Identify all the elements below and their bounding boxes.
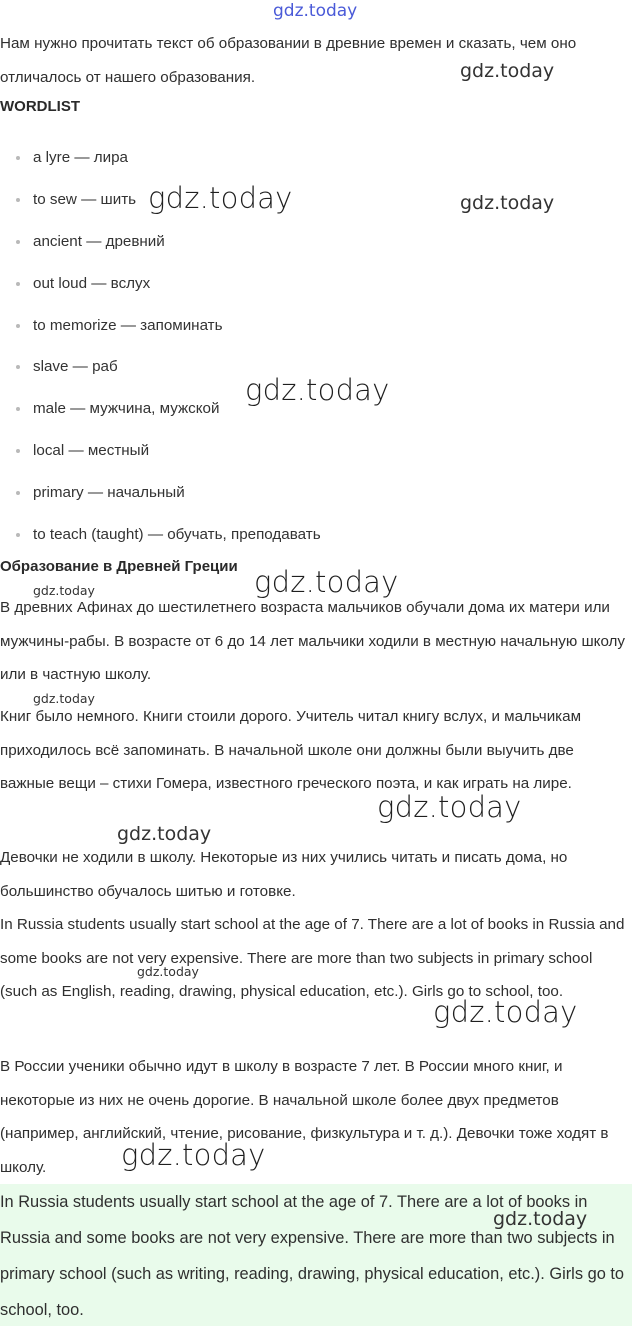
- bullet-icon: [16, 282, 20, 286]
- watermark: gdz.today: [33, 583, 95, 598]
- paragraph-russian-translation: В России ученики обычно идут в школу в возрасте 7 лет. В России много книг, и некоторые из них не очень дорогие. В начальной школе более двух предметов (например, английский, чтение, рисование, физкультура и т. д.). Девочки тоже ходят в школу.: [0, 1058, 609, 1176]
- section-title: Образование в Древней Греции: [0, 558, 238, 575]
- answer-text: In Russia students usually start school at the age of 7. There are a lot of books in Russia and some books are not very expensive. There are more than two subjects in primary school (such as writing, reading, drawing, physical education, etc.). Girls go to school, too.: [0, 1193, 625, 1319]
- watermark: gdz.today: [117, 823, 212, 845]
- paragraph-english-answer: In Russia students usually start school at the age of 7. There are a lot of books in Russia and some books are not very expensive. There are more than two subjects in primary school (such as English, reading, drawing, physical education, etc.). Girls go to school, too.: [0, 916, 625, 1000]
- paragraph-girls: Девочки не ходили в школу. Некоторые из них учились читать и писать дома, но большинство обучалось шитью и готовке.: [0, 849, 568, 900]
- paragraph-books: Книг было немного. Книги стоили дорого. Учитель читал книгу вслух, и мальчикам приходилось всё запоминать. В начальной школе они должны были выучить две важные вещи – стихи Гомера, известного греческого поэта, и как играть на лире.: [0, 708, 582, 792]
- word-entry: male — мужчина, мужской: [33, 400, 220, 418]
- list-item: [0, 308, 321, 350]
- watermark: gdz.today: [254, 565, 399, 599]
- word-entry: to sew — шить: [33, 190, 137, 208]
- list-item: [0, 140, 321, 182]
- bullet-icon: [16, 449, 20, 453]
- watermark: gdz.today: [137, 964, 199, 979]
- word-entry: primary — начальный: [33, 484, 185, 502]
- watermark: gdz.today: [493, 1208, 588, 1230]
- list-item: [0, 266, 321, 308]
- paragraph-athens: В древних Афинах до шестилетнего возраста мальчиков обучали дома их матери или мужчины-рабы. В возрасте от 6 до 14 лет мальчики ходили в местную начальную школу или в частную школу.: [0, 599, 626, 683]
- word-entry: to teach (taught) — обучать, преподавать: [33, 526, 321, 544]
- watermark: gdz.today: [460, 192, 555, 214]
- watermark: gdz.today: [460, 60, 555, 82]
- watermark: gdz.today: [433, 995, 578, 1029]
- bullet-icon: [16, 324, 20, 328]
- watermark: gdz.today: [273, 1, 358, 21]
- intro-text: Нам нужно прочитать текст об образовании в древние времен и сказать, чем оно отличалось от нашего образования.: [0, 35, 577, 86]
- wordlist-heading: WORDLIST: [0, 98, 80, 115]
- bullet-icon: [16, 156, 20, 160]
- watermark: gdz.today: [121, 1138, 266, 1172]
- bullet-icon: [16, 407, 20, 411]
- watermark: gdz.today: [377, 790, 522, 824]
- bullet-icon: [16, 198, 20, 202]
- bullet-icon: [16, 240, 20, 244]
- answer-box: [0, 1184, 632, 1326]
- word-entry: ancient — древний: [33, 232, 165, 250]
- watermark: gdz.today: [245, 373, 390, 407]
- list-item: [0, 517, 321, 559]
- bullet-icon: [16, 491, 20, 495]
- list-item: [0, 433, 321, 475]
- list-item: [0, 475, 321, 517]
- bullet-icon: [16, 533, 20, 537]
- watermark: gdz.today: [148, 181, 293, 215]
- list-item: [0, 224, 321, 266]
- bullet-icon: [16, 365, 20, 369]
- word-entry: slave — раб: [33, 358, 118, 376]
- word-entry: local — местный: [33, 442, 150, 460]
- watermark: gdz.today: [33, 691, 95, 706]
- word-entry: out loud — вслух: [33, 274, 151, 292]
- word-entry: a lyre — лира: [33, 149, 129, 166]
- word-entry: to memorize — запоминать: [33, 316, 223, 334]
